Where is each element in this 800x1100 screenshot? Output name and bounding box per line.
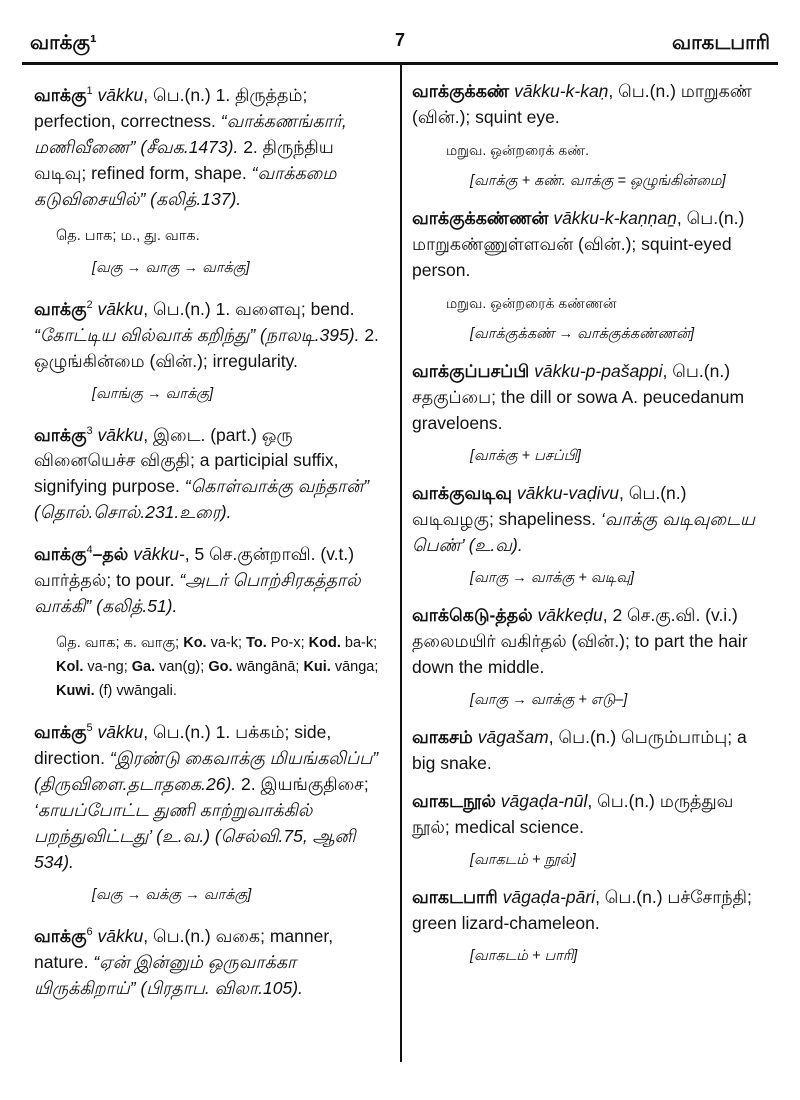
- cognate-lang: Kuwi.: [56, 683, 95, 700]
- transliteration: vākku-p-pašappi: [534, 361, 663, 381]
- right-column: [412, 78, 772, 980]
- definition: , பெ.(n.) மருத்துவ நூல்; medical science.: [412, 791, 734, 837]
- definition: , இடை. (part.) ஒரு வினையெச்ச விகுதி; a participial suffix, signifying purpose.: [34, 424, 339, 497]
- transliteration: vākku-k-kaṇṇaṉ: [553, 208, 677, 228]
- etymology: [வாகு → வாக்கு + வடிவு]: [470, 570, 635, 586]
- headword: வாக்கு: [34, 925, 87, 946]
- etymology: [வாகடம் + பாரி]: [470, 948, 578, 964]
- definition: , பெ.(n.) 1. வளைவு; bend.: [143, 298, 355, 319]
- transliteration: vākku: [97, 424, 144, 445]
- cognate-lang: Go.: [208, 659, 233, 676]
- cognate-form: Po-x;: [266, 635, 305, 652]
- headword: வாக்குக்கண்: [412, 81, 510, 101]
- cognates: [34, 631, 386, 703]
- transliteration: vāgaḍa-pāri: [502, 887, 596, 907]
- citation: “ஏன் இன்னும் ஒருவாக்கா யிருக்கிறாய்” (பிரதாப. விலா.105).: [34, 951, 303, 998]
- etymology: [வாக்கு + கண். வாக்கு = ஒழுங்கின்மை]: [470, 173, 726, 189]
- entry-vakku-p-pasappi: [412, 358, 772, 436]
- definition: , பெ.(n.) மாறுகண்ணுள்ளவன் (வின்.); squint-eyed person.: [412, 208, 745, 280]
- definition: , 5 செ.குன்றாவி. (v.t.) வார்த்தல்; to pour.: [34, 544, 355, 591]
- headword: வாக்கு: [34, 298, 87, 319]
- headword: வாக்குவடிவு: [412, 483, 512, 503]
- headword: வாக்குப்பசப்பி: [412, 361, 530, 381]
- citation: “கொள்வாக்கு வந்தான்” (தொல்.சொல்.231.உரை).: [34, 476, 370, 523]
- headword: வாக்கு: [34, 424, 87, 445]
- entry-vakku-1: [34, 78, 386, 212]
- definition: , பெ.(n.) பெரும்பாம்பு; a big snake.: [412, 727, 747, 773]
- cognate-lang: Ko.: [183, 635, 207, 652]
- citation: “வாக்கமை கடுவிசையில்” (கலித்.137).: [34, 162, 337, 209]
- entry-vagada-pari: [412, 884, 772, 936]
- definition: , 2 செ.கு.வி. (v.i.) தலைமயிர் வகிர்தல் (வின்.); to part the hair down the middle.: [412, 605, 748, 677]
- entry-vakku-4: [34, 537, 386, 619]
- homonym-number: 1: [86, 85, 93, 97]
- etymology: [வாங்கு → வாக்கு]: [92, 385, 214, 402]
- etymology: [வகு → வாகு → வாக்கு]: [92, 259, 250, 276]
- definition: 2. திருந்திய வடிவு; refined form, shape.: [34, 136, 334, 183]
- definition: , பெ.(n.) பச்சோந்தி; green lizard-chameleon.: [412, 887, 752, 933]
- cognate-lang: Kol.: [56, 659, 84, 676]
- entry-vakku-6: [34, 919, 386, 1001]
- cognate-lang: Kui.: [303, 659, 331, 676]
- etymology: [வகு → வக்கு → வாக்கு]: [92, 887, 252, 904]
- page-number: 7: [394, 30, 405, 50]
- definition: , பெ.(n.) வடிவழகு; shapeliness.: [412, 483, 687, 529]
- transliteration: vākku: [97, 722, 144, 743]
- transliteration: vākku: [97, 925, 144, 946]
- cognate-lang: Kod.: [308, 635, 341, 652]
- citation: “அடர் பொற்சிரகத்தால் வாக்கி” (கலித்.51).: [34, 570, 361, 617]
- definition: , பெ.(n.) 1. திருத்தம்; perfection, correctness.: [34, 84, 308, 131]
- headword: வாக்குக்கண்ணன்: [412, 208, 549, 228]
- definition: , பெ.(n.) வகை; manner, nature.: [34, 925, 334, 972]
- synonym: மறுவ. ஒன்றரைக் கண்ணன்: [446, 295, 617, 311]
- entry-vakku-k-kannan: [412, 205, 772, 283]
- synonym: மறுவ. ஒன்றரைக் கண்.: [446, 142, 589, 158]
- left-column: [34, 78, 386, 1013]
- etymology: [வாக்குக்கண் → வாக்குக்கண்ணன்]: [470, 326, 695, 342]
- cognate-form: va-ng;: [83, 659, 132, 676]
- etymology: [வாக்கு + பசப்பி]: [470, 448, 581, 464]
- definition: , பெ.(n.) 1. பக்கம்; side, direction.: [34, 722, 332, 769]
- running-head-left: வாக்கு¹: [30, 32, 97, 54]
- definition: , பெ.(n.) மாறுகண் (வின்.); squint eye.: [412, 81, 753, 127]
- headword-suffix: –தல்: [92, 544, 129, 565]
- cognate-form: van(g);: [155, 659, 209, 676]
- transliteration: vākku: [97, 84, 144, 105]
- headword: வாக்கெடு-த்தல்: [412, 605, 533, 625]
- headword: வாகசம்: [412, 727, 473, 747]
- cognate-prefix: தெ. வாக; க. வாகு;: [56, 635, 184, 652]
- homonym-number: 2: [86, 298, 93, 311]
- definition: , பெ.(n.) சதகுப்பை; the dill or sowa A. peucedanum graveloens.: [412, 361, 745, 433]
- transliteration: vāgaḍa-nūl: [500, 791, 588, 811]
- transliteration: vāgašam: [477, 727, 549, 747]
- transliteration: vākku-vaḍivu: [516, 483, 619, 503]
- citation: “வாக்கணங்கார், மணிவீணை” (சீவக.1473).: [34, 110, 347, 157]
- running-head-right: வாகடபாரி: [671, 32, 770, 54]
- entry-vagada-nul: [412, 788, 772, 840]
- entry-vakku-2: [34, 292, 386, 374]
- headword: வாக்கு: [34, 722, 87, 743]
- definition: 2. இயங்குதிசை;: [236, 774, 369, 795]
- headword: வாகடநூல்: [412, 791, 496, 811]
- cognates: தெ. பாக; ம., து. வாக.: [56, 227, 200, 244]
- entry-vakkedu: [412, 602, 772, 680]
- citation: “இரண்டு கைவாக்கு மியங்கலிப்ப” (திருவிளை.தடாதகை.26).: [34, 748, 379, 795]
- homonym-number: 4: [86, 544, 93, 557]
- headword: வாக்கு: [34, 544, 87, 565]
- transliteration: vākkeḍu: [537, 605, 603, 625]
- transliteration: vākku-k-kaṇ: [514, 81, 609, 101]
- entry-vagasam: [412, 724, 772, 776]
- transliteration: vākku: [97, 298, 144, 319]
- headword: வாகடபாரி: [412, 887, 498, 907]
- entry-vakku-3: [34, 418, 386, 526]
- etymology: [வாகடம் + நூல்]: [470, 852, 576, 868]
- entry-vakku-vadivu: [412, 480, 772, 558]
- cognate-form: ba-k;: [340, 635, 378, 652]
- cognate-form: wāngānā;: [232, 659, 304, 676]
- homonym-number: 3: [86, 424, 93, 437]
- citation: “கோட்டிய வில்வாக் கறிந்து” (நாலடி.395).: [34, 324, 360, 345]
- citation: ‘வாக்கு வடிவுடைய பெண்’ (உ.வ).: [412, 509, 756, 555]
- definition: 2. ஒழுங்கின்மை (வின்.); irregularity.: [34, 324, 379, 371]
- entry-vakku-k-kan: [412, 78, 772, 130]
- transliteration: vākku-: [133, 544, 185, 565]
- cognate-form: vānga;: [330, 659, 379, 676]
- citation: ‘காயப்போட்ட துணி காற்றுவாக்கில் பறந்துவிட்டது’ (உ.வ.) (செல்வி.75, ஆனி 534).: [34, 800, 356, 873]
- page-header: [22, 22, 778, 62]
- etymology: [வாகு → வாக்கு + எடு–]: [470, 692, 628, 708]
- homonym-number: 6: [86, 926, 93, 939]
- cognate-lang: To.: [246, 635, 267, 652]
- entry-vakku-5: [34, 715, 386, 875]
- homonym-number: 5: [86, 722, 93, 735]
- headword: வாக்கு: [34, 84, 87, 105]
- cognate-form: va-k;: [206, 635, 247, 652]
- cognate-form: (f) vwāngali.: [94, 683, 177, 700]
- cognate-lang: Ga.: [131, 659, 156, 676]
- column-divider: [400, 65, 402, 1062]
